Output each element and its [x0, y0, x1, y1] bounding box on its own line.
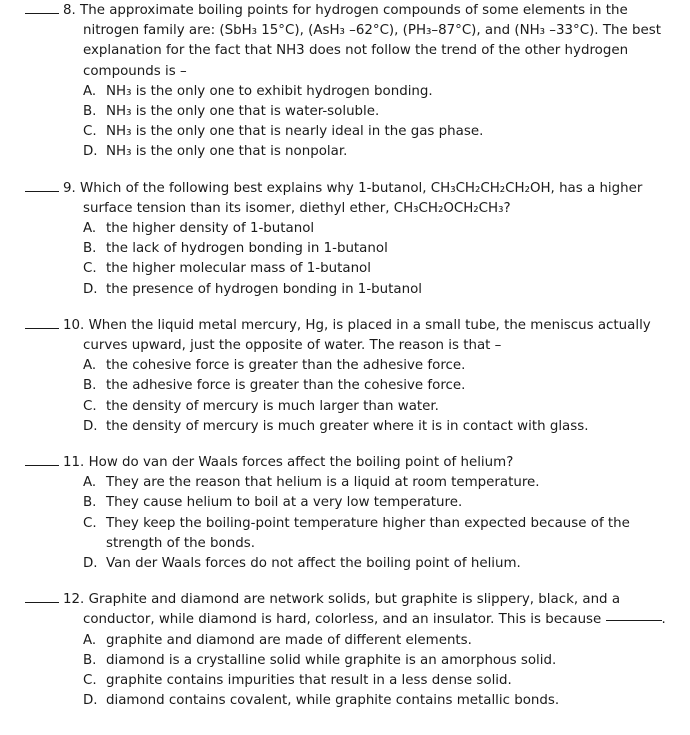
option-c: [0, 514, 690, 554]
option-text: diamond contains covalent, while graphite contains metallic bonds.: [106, 693, 560, 709]
option-text: They keep the boiling-point temperature higher than expected because of the strength of the bonds.: [106, 515, 630, 551]
option-letter: B.: [83, 652, 97, 668]
option-b: [0, 102, 690, 122]
question-number: 8.: [63, 3, 76, 18]
question-stem: The approximate boiling points for hydrogen compounds of some elements in the nitrogen family are: (SbH₃ 15°C), (AsH₃ –62°C), (PH₃–87°C), and (NH₃ –33°C). The best explanation for the fact that NH3 does not follow the trend of the other hydrogen compounds is –: [80, 3, 661, 79]
option-letter: A.: [83, 475, 97, 491]
option-text: the density of mercury is much greater where it is in contact with glass.: [106, 418, 589, 434]
option-text: graphite contains impurities that result in a less dense solid.: [106, 673, 512, 689]
option-c: [0, 397, 690, 417]
option-c: [0, 259, 690, 279]
option-text: NH₃ is the only one to exhibit hydrogen bonding.: [106, 83, 433, 99]
option-d: [0, 554, 690, 574]
question-10: [0, 316, 690, 437]
option-b: [0, 493, 690, 513]
option-text: They are the reason that helium is a liquid at room temperature.: [106, 475, 540, 491]
worksheet: [0, 1, 690, 728]
option-text: the higher density of 1-butanol: [106, 221, 315, 237]
option-c: [0, 122, 690, 142]
option-text: NH₃ is the only one that is water-soluble.: [106, 104, 380, 120]
option-text: graphite and diamond are made of different elements.: [106, 632, 472, 648]
option-list: [0, 356, 690, 437]
question-stem: Graphite and diamond are network solids, but graphite is slippery, black, and a conductor, while diamond is hard, colorless, and an insulator. This is because: [83, 592, 621, 628]
question-number: 9.: [63, 180, 76, 196]
option-a: [0, 631, 690, 651]
option-list: [0, 219, 690, 300]
option-text: the cohesive force is greater than the adhesive force.: [106, 358, 466, 374]
option-text: diamond is a crystalline solid while graphite is an amorphous solid.: [106, 652, 557, 668]
option-letter: C.: [83, 398, 97, 414]
option-letter: D.: [83, 693, 98, 709]
question-12: [0, 590, 690, 711]
option-a: [0, 473, 690, 493]
question-number: 12.: [63, 592, 85, 608]
option-a: [0, 356, 690, 376]
option-letter: A.: [83, 632, 97, 648]
option-letter: C.: [83, 673, 97, 689]
question-stem: When the liquid metal mercury, Hg, is placed in a small tube, the meniscus actually curves upward, just the opposite of water. The reason is that –: [83, 317, 651, 354]
option-b: [0, 376, 690, 396]
option-letter: B.: [83, 104, 97, 120]
option-text: the presence of hydrogen bonding in 1-butanol: [106, 281, 423, 297]
option-a: [0, 219, 690, 239]
option-b: [0, 239, 690, 259]
option-d: [0, 142, 690, 162]
question-number: 10.: [63, 317, 85, 333]
stem-end: .: [661, 612, 666, 628]
option-a: [0, 82, 690, 102]
option-text: NH₃ is the only one that is nearly ideal in the gas phase.: [106, 124, 484, 140]
option-b: [0, 651, 690, 671]
option-letter: C.: [83, 124, 97, 140]
option-list: [0, 473, 690, 574]
option-letter: C.: [83, 261, 97, 277]
question-stem: How do van der Waals forces affect the boiling point of helium?: [88, 455, 514, 471]
option-text: the lack of hydrogen bonding in 1-butanol: [106, 241, 388, 257]
option-d: [0, 280, 690, 300]
option-text: the density of mercury is much larger than water.: [106, 398, 439, 414]
option-text: the higher molecular mass of 1-butanol: [106, 261, 371, 277]
question-8: [0, 1, 690, 163]
question-11: [0, 453, 690, 574]
option-letter: D.: [83, 144, 98, 160]
option-d: [0, 417, 690, 437]
option-text: NH₃ is the only one that is nonpolar.: [106, 144, 348, 160]
option-letter: B.: [83, 495, 97, 511]
option-letter: B.: [83, 378, 97, 394]
option-letter: A.: [83, 358, 97, 374]
option-list: [0, 631, 690, 712]
option-letter: D.: [83, 556, 98, 572]
option-d: [0, 691, 690, 711]
option-c: [0, 671, 690, 691]
option-text: They cause helium to boil at a very low temperature.: [106, 495, 463, 511]
option-list: [0, 82, 690, 163]
fill-in-blank[interactable]: [606, 620, 662, 621]
option-letter: A.: [83, 83, 97, 99]
option-letter: D.: [83, 418, 98, 434]
question-9: [0, 179, 690, 300]
option-letter: B.: [83, 241, 97, 257]
option-letter: D.: [83, 281, 98, 297]
option-text: the adhesive force is greater than the cohesive force.: [106, 378, 466, 394]
option-letter: C.: [83, 515, 97, 531]
option-text: Van der Waals forces do not affect the boiling point of helium.: [106, 556, 521, 572]
question-stem: Which of the following best explains why 1-butanol, CH₃CH₂CH₂CH₂OH, has a higher surface tension than its isomer, diethyl ether, CH₃CH₂OCH₂CH₃?: [80, 180, 643, 216]
question-number: 11.: [63, 455, 85, 471]
option-letter: A.: [83, 221, 97, 237]
